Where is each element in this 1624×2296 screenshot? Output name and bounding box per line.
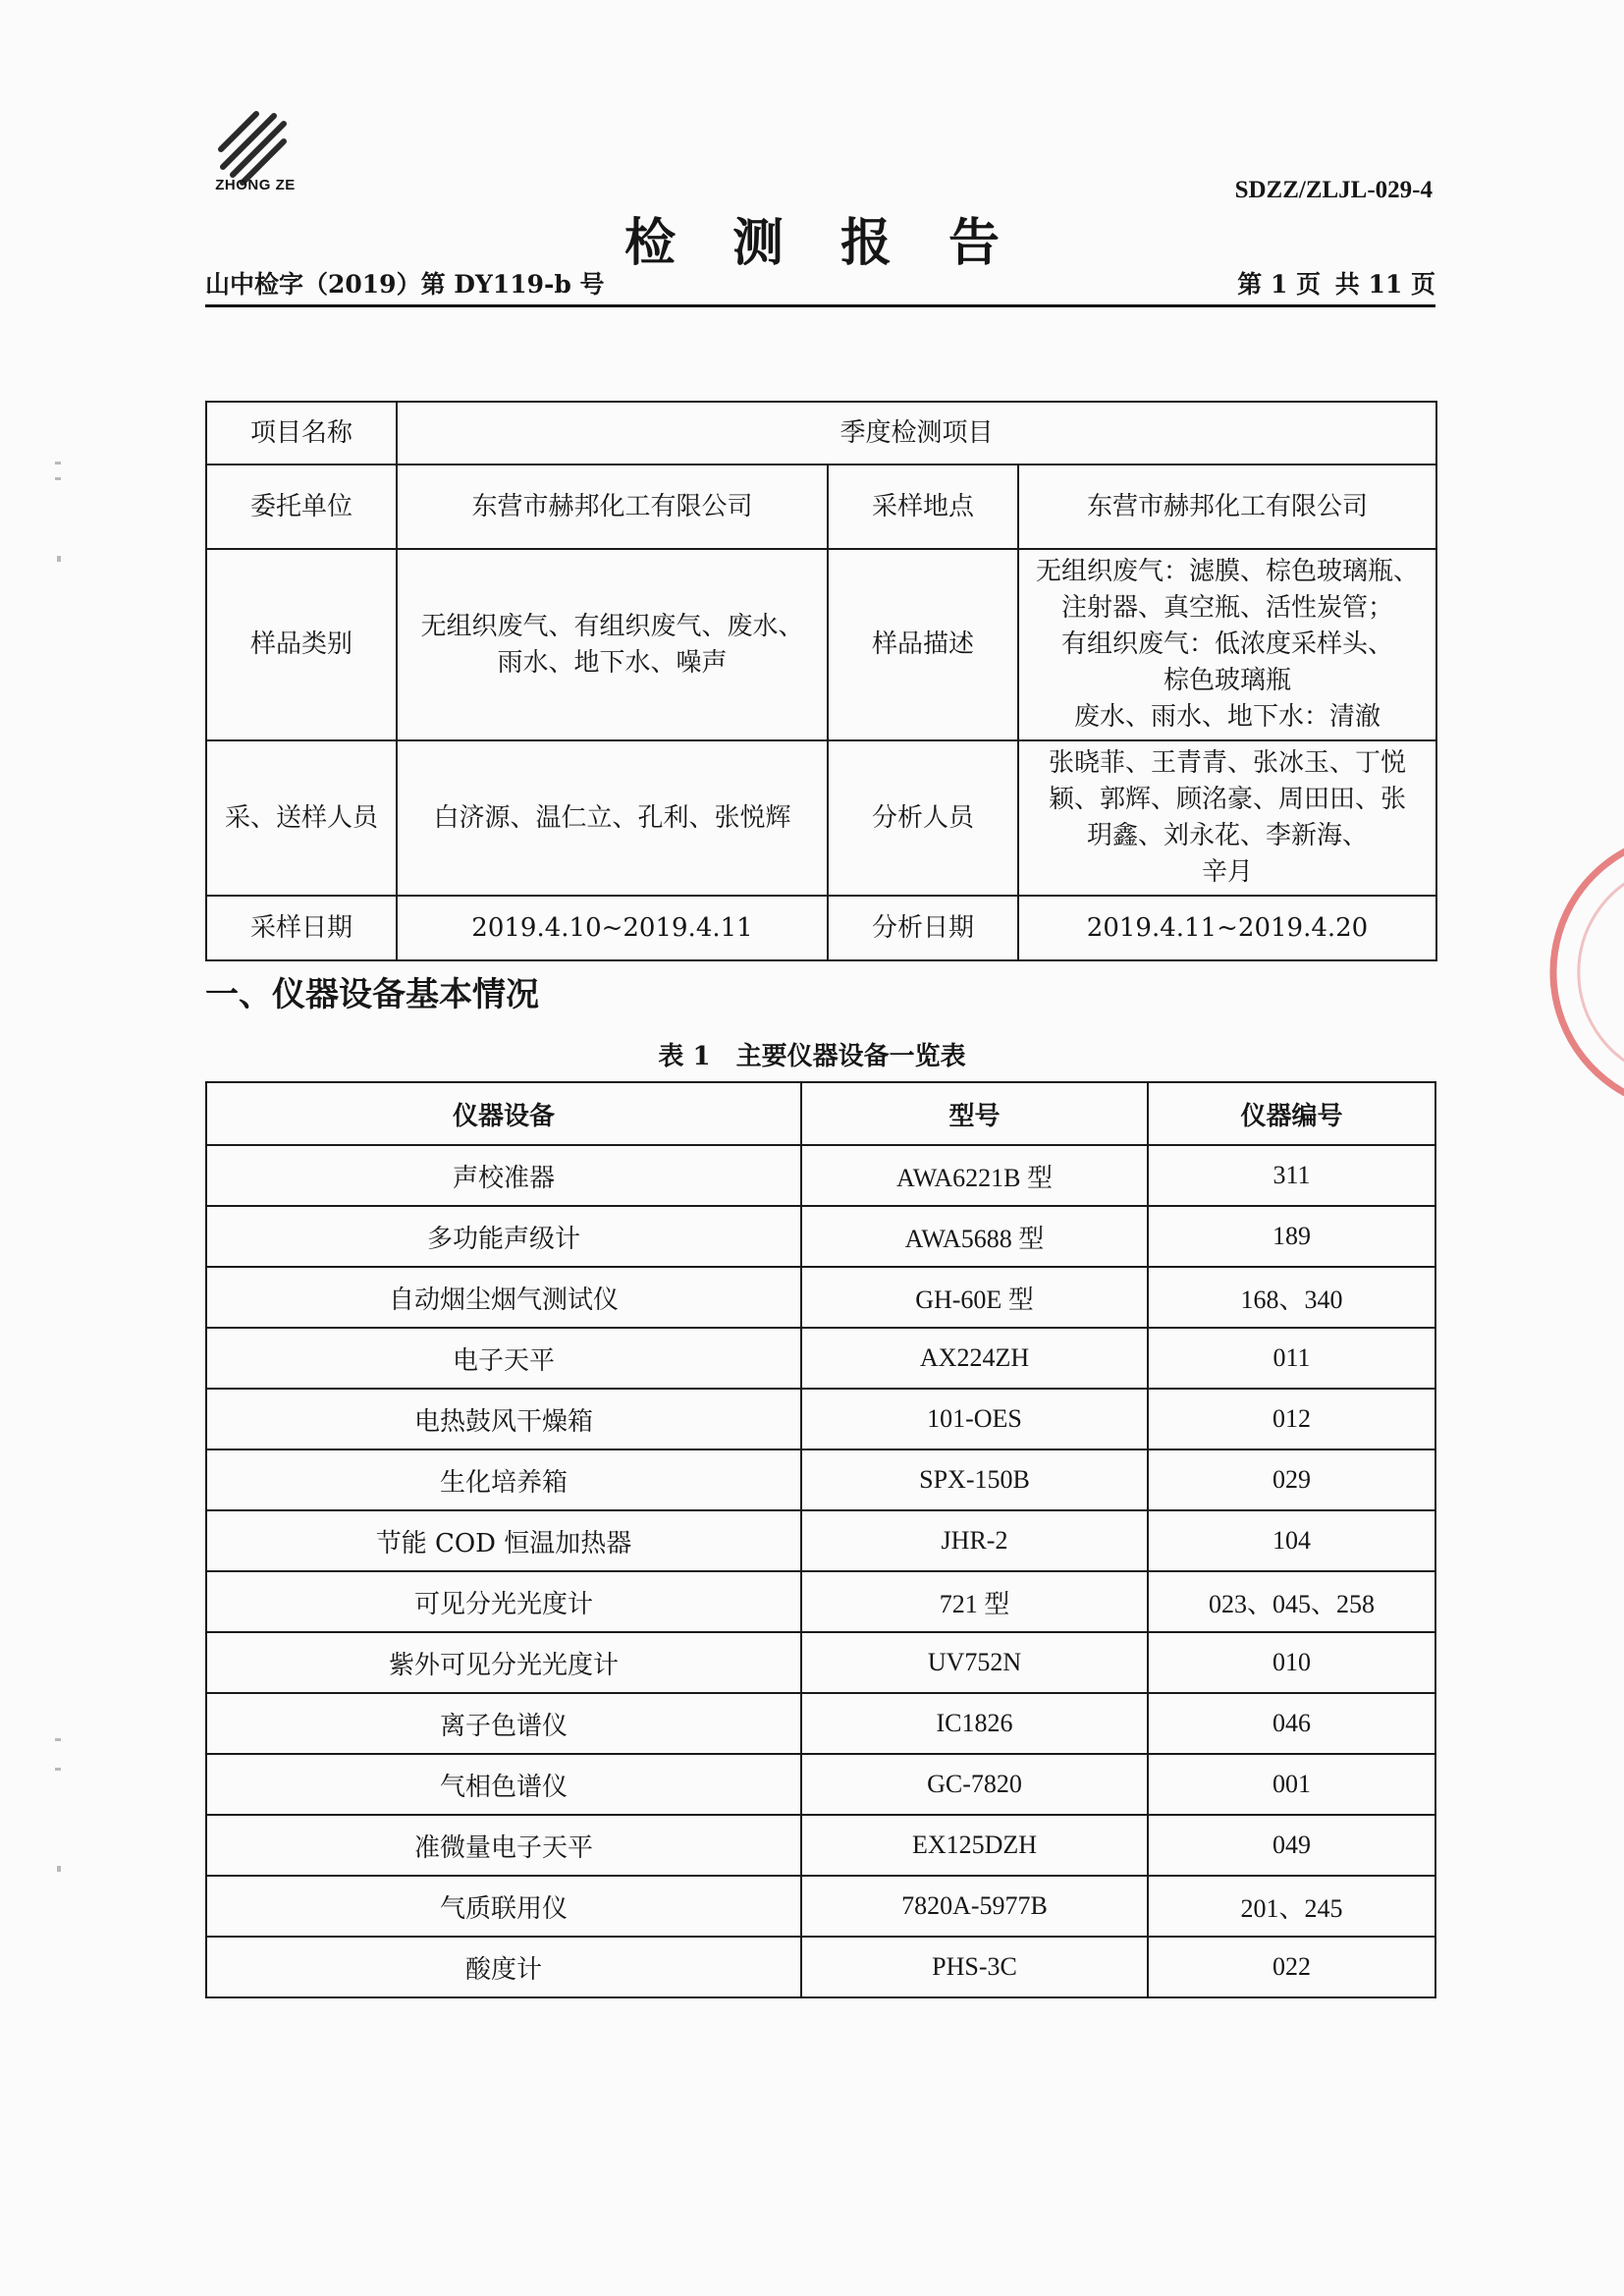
table-row — [206, 402, 1436, 465]
column-header: 型号 — [801, 1082, 1148, 1145]
equipment-name: 离子色谱仪 — [206, 1693, 801, 1754]
equipment-model: UV752N — [801, 1632, 1148, 1693]
table-row — [206, 1693, 1435, 1754]
table-row — [206, 1510, 1435, 1571]
table-row — [206, 1145, 1435, 1206]
equipment-name: 自动烟尘烟气测试仪 — [206, 1267, 801, 1328]
equipment-model: AX224ZH — [801, 1328, 1148, 1389]
equipment-model: EX125DZH — [801, 1815, 1148, 1876]
equipment-name: 电热鼓风干燥箱 — [206, 1389, 801, 1449]
table-row — [206, 465, 1436, 549]
equipment-name: 紫外可见分光光度计 — [206, 1632, 801, 1693]
analyst-line: 张晓菲、王青青、张冰玉、丁悦 — [1049, 748, 1407, 778]
equipment-name: 多功能声级计 — [206, 1206, 801, 1267]
sample-desc-line: 有组织废气：低浓度采样头、 — [1061, 629, 1394, 659]
page-total: 共 11 页 — [1334, 270, 1435, 299]
equipment-model: AWA6221B 型 — [801, 1145, 1148, 1206]
equipment-name: 酸度计 — [206, 1937, 801, 1997]
equipment-id: 168、340 — [1148, 1267, 1435, 1328]
table-row — [206, 1632, 1435, 1693]
equipment-id: 010 — [1148, 1632, 1435, 1693]
reference-line — [205, 265, 1435, 307]
equipment-name: 气质联用仪 — [206, 1876, 801, 1937]
sample-type-label: 样品类别 — [206, 549, 397, 740]
table-row — [206, 549, 1436, 740]
analyst-label: 分析人员 — [828, 740, 1018, 896]
equipment-model: JHR-2 — [801, 1510, 1148, 1571]
table-row — [206, 740, 1436, 896]
equipment-name: 气相色谱仪 — [206, 1754, 801, 1815]
equipment-id: 029 — [1148, 1449, 1435, 1510]
column-header: 仪器编号 — [1148, 1082, 1435, 1145]
equipment-id: 011 — [1148, 1328, 1435, 1389]
analyst-line: 颖、郭辉、顾洺豪、周田田、张 — [1049, 785, 1407, 814]
table-row — [206, 1389, 1435, 1449]
sampler-label: 采、送样人员 — [206, 740, 397, 896]
seal-stamp-icon — [1532, 835, 1624, 1110]
equipment-name: 节能 COD 恒温加热器 — [206, 1510, 801, 1571]
sampling-date-value: 2019.4.10~2019.4.11 — [397, 896, 828, 960]
equipment-id: 012 — [1148, 1389, 1435, 1449]
table-row — [206, 1267, 1435, 1328]
page-title: 检测报告 — [623, 213, 1056, 273]
project-name-label: 项目名称 — [206, 402, 397, 465]
equipment-name: 电子天平 — [206, 1328, 801, 1389]
table-row — [206, 1815, 1435, 1876]
table-caption: 表 1 主要仪器设备一览表 — [658, 1042, 966, 1071]
sample-desc-label: 样品描述 — [828, 549, 1018, 740]
report-number: 山中检字（2019）第 DY119-b 号 — [205, 270, 605, 299]
page-number — [1231, 265, 1435, 301]
equipment-model: 721 型 — [801, 1571, 1148, 1632]
client-label: 委托单位 — [206, 465, 397, 549]
sample-type-line: 无组织废气、有组织废气、废水、 — [420, 611, 804, 641]
sample-type-value — [397, 549, 828, 740]
equipment-table — [205, 1081, 1436, 1998]
equipment-model: GC-7820 — [801, 1754, 1148, 1815]
analyst-value — [1018, 740, 1436, 896]
document-code: SDZZ/ZLJL-029-4 — [1234, 177, 1433, 203]
section-heading: 一、仪器设备基本情况 — [205, 975, 539, 1014]
sample-desc-line: 棕色玻璃瓶 — [1164, 666, 1292, 695]
equipment-name: 声校准器 — [206, 1145, 801, 1206]
equipment-id: 023、045、258 — [1148, 1571, 1435, 1632]
equipment-id: 201、245 — [1148, 1876, 1435, 1937]
project-name-value: 季度检测项目 — [397, 402, 1436, 465]
equipment-name: 生化培养箱 — [206, 1449, 801, 1510]
sampling-date-label: 采样日期 — [206, 896, 397, 960]
equipment-id: 104 — [1148, 1510, 1435, 1571]
equipment-model: 101-OES — [801, 1389, 1148, 1449]
sample-desc-line: 无组织废气：滤膜、棕色玻璃瓶、 — [1036, 557, 1420, 586]
client-value: 东营市赫邦化工有限公司 — [397, 465, 828, 549]
page-index: 第 1 页 — [1237, 270, 1322, 299]
sample-desc-line: 废水、雨水、地下水：清澈 — [1074, 702, 1381, 732]
table-row — [206, 1754, 1435, 1815]
equipment-model: SPX-150B — [801, 1449, 1148, 1510]
sampling-site-value: 东营市赫邦化工有限公司 — [1018, 465, 1436, 549]
column-header: 仪器设备 — [206, 1082, 801, 1145]
analyst-line: 玥鑫、刘永花、李新海、 — [1087, 821, 1369, 850]
sampling-site-label: 采样地点 — [828, 465, 1018, 549]
sample-desc-value — [1018, 549, 1436, 740]
equipment-model: GH-60E 型 — [801, 1267, 1148, 1328]
equipment-id: 022 — [1148, 1937, 1435, 1997]
table-header-row — [206, 1082, 1435, 1145]
equipment-model: PHS-3C — [801, 1937, 1148, 1997]
equipment-model: IC1826 — [801, 1693, 1148, 1754]
table-row — [206, 896, 1436, 960]
analysis-date-label: 分析日期 — [828, 896, 1018, 960]
equipment-name: 可见分光光度计 — [206, 1571, 801, 1632]
equipment-table-body — [206, 1145, 1435, 1997]
sample-desc-line: 注射器、真空瓶、活性炭管； — [1061, 593, 1394, 623]
sample-type-line: 雨水、地下水、噪声 — [497, 647, 728, 678]
equipment-id: 049 — [1148, 1815, 1435, 1876]
table-row — [206, 1937, 1435, 1997]
table-row — [206, 1571, 1435, 1632]
logo-text: ZHONG ZE — [215, 177, 296, 193]
table-row — [206, 1449, 1435, 1510]
analyst-line: 辛月 — [1202, 857, 1254, 887]
equipment-id: 311 — [1148, 1145, 1435, 1206]
equipment-id: 001 — [1148, 1754, 1435, 1815]
equipment-name: 准微量电子天平 — [206, 1815, 801, 1876]
equipment-id: 046 — [1148, 1693, 1435, 1754]
analysis-date-value: 2019.4.11~2019.4.20 — [1018, 896, 1436, 960]
equipment-model: 7820A-5977B — [801, 1876, 1148, 1937]
table-row — [206, 1328, 1435, 1389]
project-info-table — [205, 401, 1437, 961]
table-row — [206, 1206, 1435, 1267]
scan-marks-icon — [51, 462, 71, 1886]
equipment-id: 189 — [1148, 1206, 1435, 1267]
equipment-model: AWA5688 型 — [801, 1206, 1148, 1267]
sampler-value: 白济源、温仁立、孔利、张悦辉 — [397, 740, 828, 896]
table-row — [206, 1876, 1435, 1937]
